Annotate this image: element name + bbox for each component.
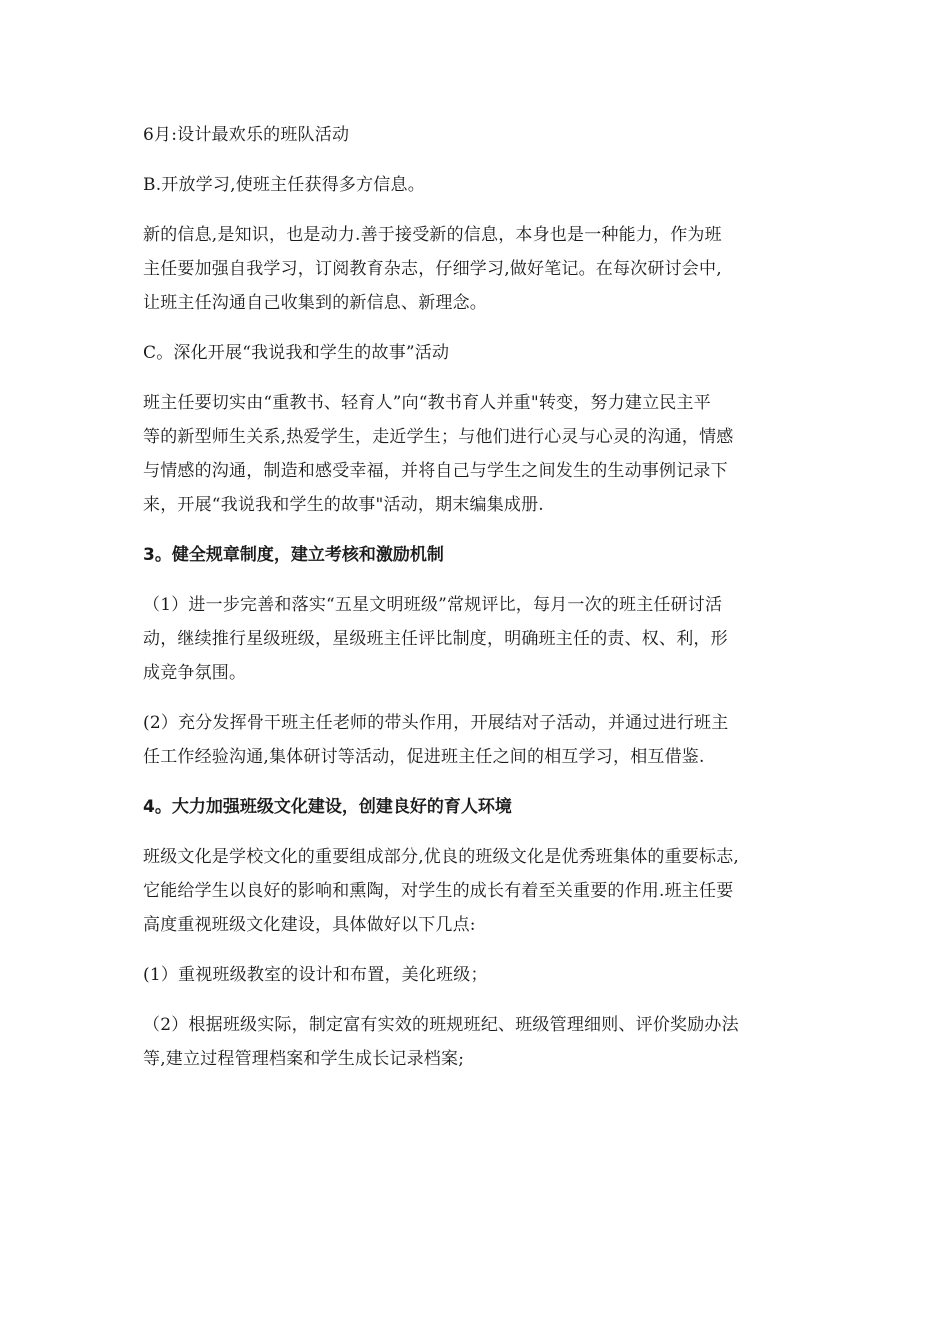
paragraph	[143, 168, 813, 202]
text-line: 3。健全规章制度，建立考核和激励机制	[143, 545, 444, 565]
text-line: 新的信息,是知识，也是动力.善于接受新的信息，本身也是一种能力，作为班	[143, 225, 722, 245]
text-line: 任工作经验沟通,集体研讨等活动，促进班主任之间的相互学习，相互借鉴.	[143, 747, 705, 767]
document-body	[143, 118, 813, 1092]
text-line: (2）充分发挥骨干班主任老师的带头作用，开展结对子活动，并通过进行班主	[143, 713, 729, 733]
paragraph	[143, 588, 813, 690]
text-line: 来，开展“我说我和学生的故事"活动，期末编集成册.	[143, 495, 544, 515]
paragraph	[143, 840, 813, 942]
paragraph	[143, 118, 813, 152]
text-line: 4。大力加强班级文化建设，创建良好的育人环境	[143, 797, 512, 817]
text-line: （2）根据班级实际，制定富有实效的班规班纪、班级管理细则、评价奖励办法	[143, 1015, 739, 1035]
text-line: 成竞争氛围。	[143, 663, 247, 683]
text-line: 等的新型师生关系,热爱学生，走近学生；与他们进行心灵与心灵的沟通，情感	[143, 427, 734, 447]
paragraph	[143, 386, 813, 522]
paragraph	[143, 958, 813, 992]
text-line: （1）进一步完善和落实“五星文明班级”常规评比，每月一次的班主任研讨活	[143, 595, 723, 615]
text-line: 主任要加强自我学习，订阅教育杂志，仔细学习,做好笔记。在每次研讨会中,	[143, 259, 722, 279]
text-line: 与情感的沟通，制造和感受幸福，并将自己与学生之间发生的生动事例记录下	[143, 461, 728, 481]
paragraph	[143, 336, 813, 370]
text-line: 高度重视班级文化建设，具体做好以下几点:	[143, 915, 476, 935]
text-line: 6月:设计最欢乐的班队活动	[143, 125, 350, 145]
paragraph	[143, 1008, 813, 1076]
text-line: C。深化开展“我说我和学生的故事”活动	[143, 343, 450, 363]
text-line: B.开放学习,使班主任获得多方信息。	[143, 175, 425, 195]
paragraph	[143, 218, 813, 320]
text-line: 动，继续推行星级班级，星级班主任评比制度，明确班主任的责、权、利，形	[143, 629, 728, 649]
paragraph	[143, 706, 813, 774]
section-heading	[143, 538, 813, 572]
text-line: 班主任要切实由“重教书、轻育人”向“教书育人并重"转变，努力建立民主平	[143, 393, 711, 413]
text-line: (1）重视班级教室的设计和布置，美化班级；	[143, 965, 488, 985]
section-heading	[143, 790, 813, 824]
text-line: 班级文化是学校文化的重要组成部分,优良的班级文化是优秀班集体的重要标志,	[143, 847, 740, 867]
text-line: 让班主任沟通自己收集到的新信息、新理念。	[143, 293, 487, 313]
text-line: 等,建立过程管理档案和学生成长记录档案;	[143, 1049, 465, 1069]
text-line: 它能给学生以良好的影响和熏陶，对学生的成长有着至关重要的作用.班主任要	[143, 881, 734, 901]
